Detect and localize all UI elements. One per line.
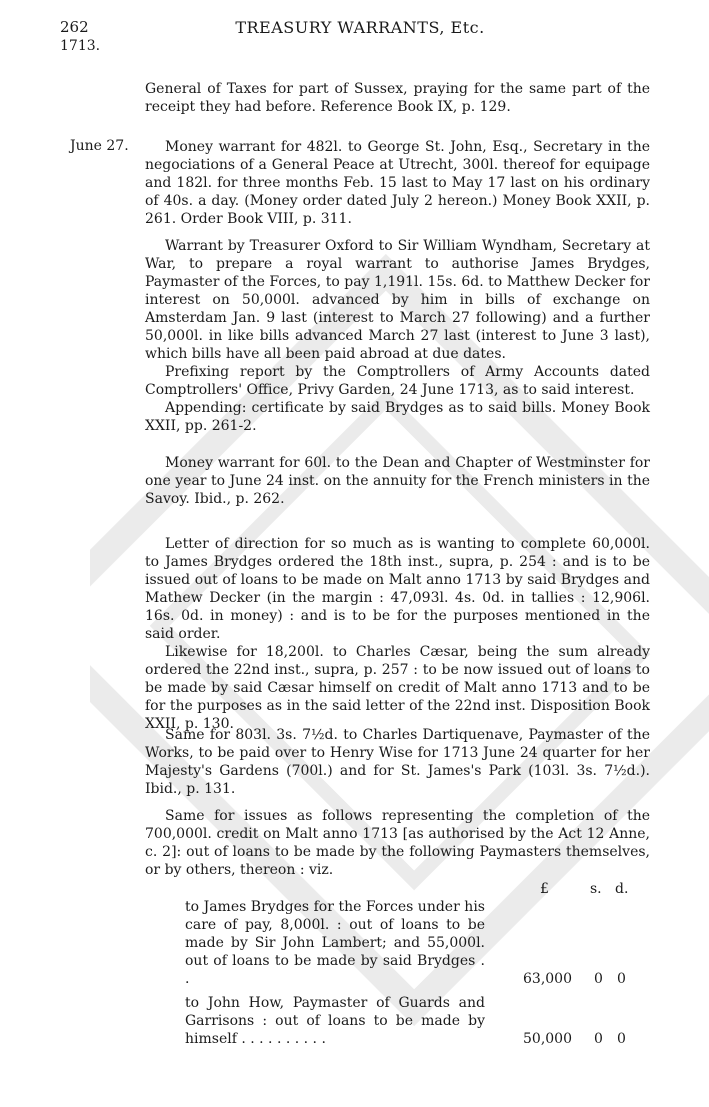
- schedule-row-text: to James Brydges for the Forces under his care of pay, 8,000l. : out of loans to be made by Sir John Lambert; and 55,000l. out of loans to be made by said Brydges . .: [185, 899, 485, 987]
- entry-paragraph: Same for 803l. 3s. 7½d. to Charles Dartiquenave, Paymaster of the Works, to be paid over to Henry Wise for 1713 June 24 quarter for her Majesty's Gardens (700l.) and for St. James's Park (103l. 3s. 7½d.). Ibid., p. 131.: [145, 727, 650, 797]
- entry-paragraph: Likewise for 18,200l. to Charles Cæsar, being the sum already ordered the 22nd inst., supra, p. 257 : to be now issued out of loans to be made by said Cæsar himself on credit of Malt anno 1713 and to be for the purposes as in the said letter of the 22nd inst. Disposition Book XXII, p. 130.: [145, 644, 650, 732]
- schedule-pence: 0: [617, 1031, 626, 1047]
- entry-continuation: [145, 80, 650, 116]
- column-shillings: s.: [590, 881, 602, 897]
- margin-year: 1713.: [60, 38, 101, 54]
- schedule-row: [185, 898, 650, 988]
- schedule-pence: 0: [617, 971, 626, 987]
- running-title: TREASURY WARRANTS, Etc.: [235, 18, 485, 37]
- entry-paragraph: Same for issues as follows representing the completion of the 700,000l. credit on Malt anno 1713 [as authorised by the Act 12 Anne, c. 2]: out of loans to be made by the following Paymasters themselves, or by others, thereon : viz.: [145, 808, 650, 878]
- schedule-shillings: 0: [594, 1031, 603, 1047]
- schedule-row: [185, 994, 650, 1048]
- schedule-shillings: 0: [594, 971, 603, 987]
- margin-date: June 27.: [70, 138, 129, 154]
- schedule-column-headers: [185, 880, 650, 898]
- entry-money-warrant-westminster: [145, 454, 650, 508]
- entry-dartiquenave: [145, 726, 650, 798]
- schedule-row-text: to John How, Paymaster of Guards and Garrisons : out of loans to be made by himself . . . . . . . . . .: [185, 995, 485, 1047]
- schedule-pounds: 50,000: [523, 1031, 572, 1047]
- entry-money-warrant-st-john: [145, 138, 650, 228]
- entry-paragraph: General of Taxes for part of Sussex, praying for the same part of the receipt they had before. Reference Book IX, p. 129.: [145, 81, 650, 115]
- column-pounds: £: [540, 881, 549, 897]
- entry-paragraph: Warrant by Treasurer Oxford to Sir William Wyndham, Secretary at War, to prepare a royal warrant to authorise James Brydges, Paymaster of the Forces, to pay 1,191l. 15s. 6d. to Matthew Decker for interest on 50,000l. advanced by him in bills of exchange on Amsterdam Jan. 9 last (interest to March 27 following) and a further 50,000l. in like bills advanced March 27 last (interest to June 3 last), which bills have all been paid abroad at due dates.: [145, 238, 650, 362]
- entry-paragraph: Money warrant for 482l. to George St. John, Esq., Secretary in the negociations of a General Peace at Utrecht, 300l. thereof for equipage and 182l. for three months Feb. 15 last to May 17 last on his ordinary of 40s. a day. (Money order dated July 2 hereon.) Money Book XXII, p. 261. Order Book VIII, p. 311.: [145, 139, 650, 227]
- schedule-pounds: 63,000: [523, 971, 572, 987]
- entry-paragraph: Letter of direction for so much as is wanting to complete 60,000l. to James Brydges ordered the 18th inst., supra, p. 254 : and is to be issued out of loans to be made on Malt anno 1713 by said Brydges and Mathew Decker (in the margin : 47,093l. 4s. 0d. in tallies : 12,906l. 16s. 0d. in money) : and is to be for the purposes mentioned in the said order.: [145, 536, 650, 642]
- page-number: 262: [60, 18, 89, 36]
- entry-letter-of-direction: [145, 535, 650, 733]
- entry-paragraph: Prefixing report by the Comptrollers of Army Accounts dated Comptrollers' Office, Privy Garden, 24 June 1713, as to said interest.: [145, 364, 650, 398]
- entry-warrant-wyndham: [145, 237, 650, 435]
- entry-paragraph: Money warrant for 60l. to the Dean and Chapter of Westminster for one year to June 24 inst. on the annuity for the French ministers in the Savoy. Ibid., p. 262.: [145, 455, 650, 507]
- entry-paragraph: Appending: certificate by said Brydges as to said bills. Money Book XXII, pp. 261-2.: [145, 400, 650, 434]
- column-pence: d.: [615, 881, 629, 897]
- running-head: [60, 18, 660, 40]
- issues-schedule: [185, 880, 650, 1054]
- entry-malt-issues: [145, 807, 650, 879]
